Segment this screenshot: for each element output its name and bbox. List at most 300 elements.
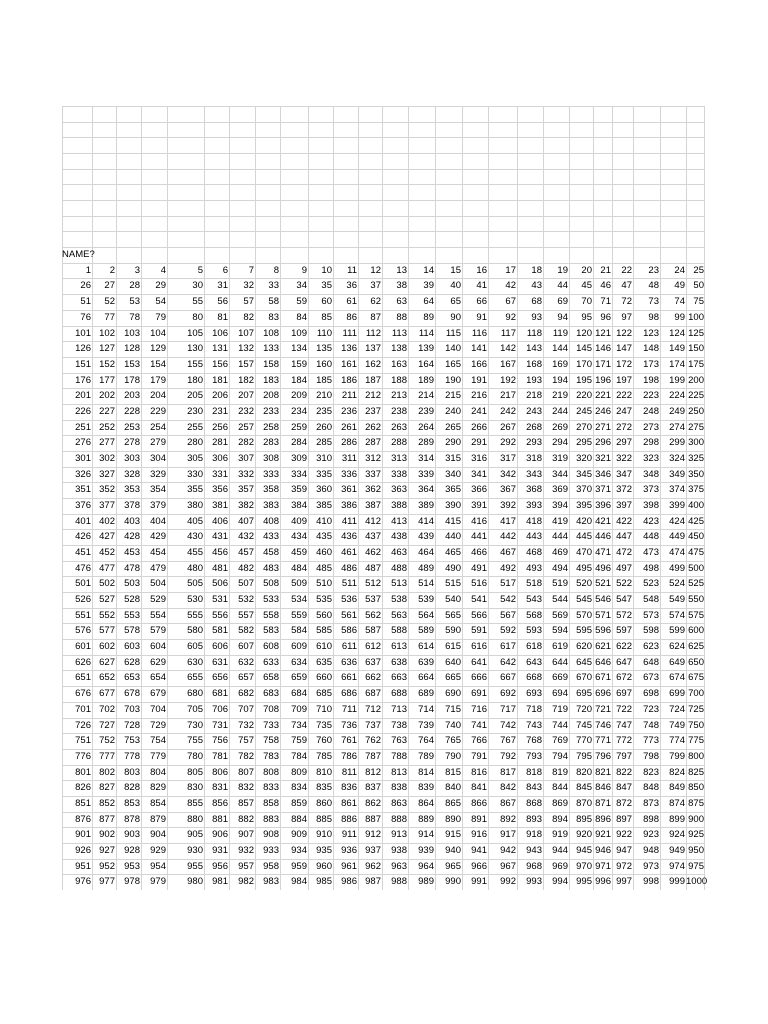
number-cell: 949 bbox=[669, 844, 685, 856]
number-cell: 668 bbox=[526, 672, 542, 684]
number-cell: 131 bbox=[212, 343, 228, 355]
number-cell: 404 bbox=[150, 515, 166, 527]
number-cell: 614 bbox=[418, 641, 434, 653]
number-cell: 966 bbox=[471, 860, 487, 872]
number-cell: 152 bbox=[99, 358, 115, 370]
number-cell: 189 bbox=[418, 374, 434, 386]
number-cell: 909 bbox=[291, 829, 307, 841]
number-cell: 641 bbox=[471, 656, 487, 668]
number-cell: 980 bbox=[187, 876, 203, 888]
number-cell: 460 bbox=[316, 547, 332, 559]
number-cell: 70 bbox=[581, 296, 592, 308]
number-cell: 997 bbox=[616, 876, 632, 888]
number-cell: 931 bbox=[212, 844, 228, 856]
number-cell: 946 bbox=[595, 844, 611, 856]
number-cell: 370 bbox=[576, 484, 592, 496]
number-cell: 556 bbox=[212, 609, 228, 621]
number-cell: 658 bbox=[263, 672, 279, 684]
number-cell: 412 bbox=[365, 515, 381, 527]
number-cell: 22 bbox=[621, 264, 632, 276]
number-cell: 407 bbox=[238, 515, 254, 527]
number-cell: 379 bbox=[150, 500, 166, 511]
number-cell: 389 bbox=[418, 500, 434, 511]
number-cell: 319 bbox=[552, 452, 568, 464]
number-cell: 151 bbox=[75, 358, 91, 370]
number-cell: 749 bbox=[669, 719, 685, 731]
number-cell: 282 bbox=[238, 437, 254, 449]
number-cell: 368 bbox=[526, 484, 542, 496]
number-cell: 670 bbox=[576, 672, 592, 684]
number-cell: 29 bbox=[155, 280, 166, 292]
number-cell: 291 bbox=[471, 437, 487, 449]
number-cell: 634 bbox=[291, 656, 307, 668]
number-cell: 565 bbox=[445, 609, 461, 621]
number-cell: 133 bbox=[263, 343, 279, 355]
number-cell: 195 bbox=[576, 374, 592, 386]
number-cell: 599 bbox=[669, 625, 685, 637]
number-cell: 80 bbox=[192, 311, 203, 323]
number-cell: 897 bbox=[616, 813, 632, 825]
number-cell: 814 bbox=[418, 766, 434, 778]
number-cell: 406 bbox=[212, 515, 228, 527]
number-cell: 800 bbox=[688, 750, 704, 762]
number-cell: 227 bbox=[99, 405, 115, 417]
number-cell: 430 bbox=[187, 531, 203, 543]
number-cell: 295 bbox=[576, 437, 592, 449]
number-cell: 38 bbox=[396, 280, 407, 292]
number-cell: 519 bbox=[552, 578, 568, 590]
number-cell: 9 bbox=[301, 264, 307, 276]
number-cell: 873 bbox=[643, 797, 659, 809]
number-cell: 773 bbox=[643, 735, 659, 747]
number-cell: 567 bbox=[500, 609, 516, 621]
number-cell: 693 bbox=[526, 688, 542, 700]
number-cell: 685 bbox=[316, 688, 332, 700]
number-cell: 808 bbox=[263, 766, 279, 778]
number-cell: 173 bbox=[643, 358, 659, 370]
number-cell: 762 bbox=[365, 735, 381, 747]
number-cell: 171 bbox=[595, 358, 611, 370]
number-cell: 67 bbox=[505, 296, 516, 308]
number-cell: 259 bbox=[291, 421, 307, 433]
number-cell: 439 bbox=[418, 531, 434, 543]
number-cell: 628 bbox=[124, 656, 140, 668]
number-cell: 969 bbox=[552, 860, 568, 872]
number-cell: 973 bbox=[643, 860, 659, 872]
number-cell: 423 bbox=[643, 515, 659, 527]
number-cell: 600 bbox=[688, 625, 704, 637]
number-cell: 364 bbox=[418, 484, 434, 496]
number-cell: 462 bbox=[365, 547, 381, 559]
number-cell: 536 bbox=[341, 594, 357, 606]
number-cell: 228 bbox=[124, 405, 140, 417]
number-cell: 849 bbox=[669, 782, 685, 794]
number-cell: 840 bbox=[445, 782, 461, 794]
number-cell: 271 bbox=[595, 421, 611, 433]
number-cell: 206 bbox=[212, 390, 228, 402]
number-cell: 797 bbox=[616, 750, 632, 762]
number-cell: 934 bbox=[291, 844, 307, 856]
number-cell: 314 bbox=[418, 452, 434, 464]
number-cell: 916 bbox=[471, 829, 487, 841]
number-cell: 36 bbox=[346, 280, 357, 292]
number-cell: 771 bbox=[595, 735, 611, 747]
number-cell: 780 bbox=[187, 750, 203, 762]
number-cell: 285 bbox=[316, 437, 332, 449]
number-cell: 810 bbox=[316, 766, 332, 778]
number-cell: 948 bbox=[643, 844, 659, 856]
number-cell: 255 bbox=[187, 421, 203, 433]
number-cell: 507 bbox=[238, 578, 254, 590]
number-cell: 346 bbox=[595, 468, 611, 480]
number-cell: 244 bbox=[552, 405, 568, 417]
number-cell: 806 bbox=[212, 766, 228, 778]
number-cell: 701 bbox=[75, 703, 91, 715]
number-cell: 420 bbox=[576, 515, 592, 527]
number-cell: 416 bbox=[471, 515, 487, 527]
number-cell: 237 bbox=[365, 405, 381, 417]
number-cell: 576 bbox=[75, 625, 91, 637]
number-cell: 374 bbox=[669, 484, 685, 496]
number-cell: 426 bbox=[75, 531, 91, 543]
number-cell: 163 bbox=[391, 358, 407, 370]
number-cell: 807 bbox=[238, 766, 254, 778]
number-cell: 203 bbox=[124, 390, 140, 402]
number-cell: 16 bbox=[476, 264, 487, 276]
number-cell: 579 bbox=[150, 625, 166, 637]
number-cell: 340 bbox=[445, 468, 461, 480]
number-cell: 739 bbox=[418, 719, 434, 731]
number-cell: 532 bbox=[238, 594, 254, 606]
number-cell: 98 bbox=[648, 311, 659, 323]
number-cell: 862 bbox=[365, 797, 381, 809]
number-cell: 688 bbox=[391, 688, 407, 700]
number-cell: 311 bbox=[341, 452, 357, 464]
number-cell: 200 bbox=[688, 374, 704, 386]
number-cell: 705 bbox=[187, 703, 203, 715]
number-cell: 568 bbox=[526, 609, 542, 621]
number-cell: 552 bbox=[99, 609, 115, 621]
number-cell: 486 bbox=[341, 562, 357, 574]
number-cell: 696 bbox=[595, 688, 611, 700]
number-cell: 463 bbox=[391, 547, 407, 559]
number-cell: 265 bbox=[445, 421, 461, 433]
number-cell: 523 bbox=[643, 578, 659, 590]
number-cell: 929 bbox=[150, 844, 166, 856]
number-cell: 425 bbox=[688, 515, 704, 527]
number-cell: 12 bbox=[370, 264, 381, 276]
number-cell: 991 bbox=[471, 876, 487, 888]
number-cell: 219 bbox=[552, 390, 568, 402]
number-cell: 397 bbox=[616, 500, 632, 511]
number-cell: 846 bbox=[595, 782, 611, 794]
number-cell: 378 bbox=[124, 500, 140, 511]
number-cell: 21 bbox=[600, 264, 611, 276]
number-cell: 907 bbox=[238, 829, 254, 841]
number-cell: 892 bbox=[500, 813, 516, 825]
number-cell: 902 bbox=[99, 829, 115, 841]
number-cell: 399 bbox=[669, 500, 685, 511]
number-cell: 925 bbox=[688, 829, 704, 841]
number-cell: 812 bbox=[365, 766, 381, 778]
number-cell: 560 bbox=[316, 609, 332, 621]
number-cell: 655 bbox=[187, 672, 203, 684]
number-cell: 959 bbox=[291, 860, 307, 872]
number-cell: 559 bbox=[291, 609, 307, 621]
number-cell: 55 bbox=[192, 296, 203, 308]
number-cell: 336 bbox=[341, 468, 357, 480]
number-cell: 691 bbox=[471, 688, 487, 700]
number-cell: 87 bbox=[370, 311, 381, 323]
number-cell: 461 bbox=[341, 547, 357, 559]
number-cell: 345 bbox=[576, 468, 592, 480]
number-cell: 330 bbox=[187, 468, 203, 480]
number-cell: 385 bbox=[316, 500, 332, 511]
number-cell: 369 bbox=[552, 484, 568, 496]
number-cell: 469 bbox=[552, 547, 568, 559]
spreadsheet bbox=[62, 106, 708, 890]
number-cell: 625 bbox=[688, 641, 704, 653]
number-cell: 906 bbox=[212, 829, 228, 841]
number-cell: 720 bbox=[576, 703, 592, 715]
number-cell: 633 bbox=[263, 656, 279, 668]
number-cell: 178 bbox=[124, 374, 140, 386]
number-cell: 903 bbox=[124, 829, 140, 841]
number-cell: 518 bbox=[526, 578, 542, 590]
number-cell: 50 bbox=[693, 280, 704, 292]
number-cell: 971 bbox=[595, 860, 611, 872]
number-cell: 858 bbox=[263, 797, 279, 809]
number-cell: 835 bbox=[316, 782, 332, 794]
number-cell: 640 bbox=[445, 656, 461, 668]
number-cell: 656 bbox=[212, 672, 228, 684]
number-cell: 911 bbox=[341, 829, 357, 841]
number-cell: 684 bbox=[291, 688, 307, 700]
number-cell: 101 bbox=[75, 327, 91, 339]
number-cell: 748 bbox=[643, 719, 659, 731]
number-cell: 90 bbox=[450, 311, 461, 323]
number-cell: 763 bbox=[391, 735, 407, 747]
number-cell: 120 bbox=[576, 327, 592, 339]
number-cell: 14 bbox=[423, 264, 434, 276]
number-cell: 665 bbox=[445, 672, 461, 684]
number-cell: 547 bbox=[616, 594, 632, 606]
number-cell: 453 bbox=[124, 547, 140, 559]
number-cell: 207 bbox=[238, 390, 254, 402]
number-cell: 855 bbox=[187, 797, 203, 809]
number-cell: 775 bbox=[688, 735, 704, 747]
number-cell: 39 bbox=[423, 280, 434, 292]
number-cell: 726 bbox=[75, 719, 91, 731]
number-cell: 280 bbox=[187, 437, 203, 449]
number-cell: 757 bbox=[238, 735, 254, 747]
number-cell: 418 bbox=[526, 515, 542, 527]
number-cell: 746 bbox=[595, 719, 611, 731]
number-cell: 535 bbox=[316, 594, 332, 606]
number-cell: 860 bbox=[316, 797, 332, 809]
number-cell: 371 bbox=[595, 484, 611, 496]
number-cell: 630 bbox=[187, 656, 203, 668]
number-cell: 488 bbox=[391, 562, 407, 574]
number-cell: 677 bbox=[99, 688, 115, 700]
number-cell: 126 bbox=[75, 343, 91, 355]
number-cell: 557 bbox=[238, 609, 254, 621]
number-cell: 687 bbox=[365, 688, 381, 700]
number-cell: 823 bbox=[643, 766, 659, 778]
number-cell: 996 bbox=[595, 876, 611, 888]
number-cell: 753 bbox=[124, 735, 140, 747]
number-cell: 795 bbox=[576, 750, 592, 762]
number-cell: 448 bbox=[643, 531, 659, 543]
number-cell: 472 bbox=[616, 547, 632, 559]
number-cell: 403 bbox=[124, 515, 140, 527]
number-cell: 119 bbox=[552, 327, 568, 339]
number-cell: 487 bbox=[365, 562, 381, 574]
number-cell: 778 bbox=[124, 750, 140, 762]
number-cell: 709 bbox=[291, 703, 307, 715]
number-cell: 530 bbox=[187, 594, 203, 606]
number-cell: 879 bbox=[150, 813, 166, 825]
number-cell: 648 bbox=[643, 656, 659, 668]
number-cell: 144 bbox=[552, 343, 568, 355]
number-cell: 61 bbox=[346, 296, 357, 308]
number-cell: 743 bbox=[526, 719, 542, 731]
number-cell: 229 bbox=[150, 405, 166, 417]
number-cell: 59 bbox=[296, 296, 307, 308]
number-cell: 31 bbox=[217, 280, 228, 292]
number-cell: 707 bbox=[238, 703, 254, 715]
number-cell: 388 bbox=[391, 500, 407, 511]
number-cell: 458 bbox=[263, 547, 279, 559]
number-cell: 563 bbox=[391, 609, 407, 621]
number-cell: 531 bbox=[212, 594, 228, 606]
number-cell: 784 bbox=[291, 750, 307, 762]
number-cell: 222 bbox=[616, 390, 632, 402]
number-cell: 689 bbox=[418, 688, 434, 700]
number-cell: 976 bbox=[75, 876, 91, 888]
number-cell: 376 bbox=[75, 500, 91, 511]
number-cell: 1000 bbox=[686, 876, 708, 888]
number-cell: 438 bbox=[391, 531, 407, 543]
number-cell: 127 bbox=[99, 343, 115, 355]
number-cell: 343 bbox=[526, 468, 542, 480]
number-cell: 384 bbox=[291, 500, 307, 511]
number-cell: 554 bbox=[150, 609, 166, 621]
number-cell: 750 bbox=[688, 719, 704, 731]
number-cell: 875 bbox=[688, 797, 704, 809]
number-cell: 999 bbox=[669, 876, 685, 888]
number-cell: 760 bbox=[316, 735, 332, 747]
number-cell: 786 bbox=[341, 750, 357, 762]
number-cell: 652 bbox=[99, 672, 115, 684]
number-cell: 52 bbox=[104, 296, 115, 308]
number-cell: 18 bbox=[531, 264, 542, 276]
number-cell: 675 bbox=[688, 672, 704, 684]
number-cell: 674 bbox=[669, 672, 685, 684]
number-cell: 759 bbox=[291, 735, 307, 747]
number-cell: 605 bbox=[187, 641, 203, 653]
number-cell: 124 bbox=[669, 327, 685, 339]
number-cell: 400 bbox=[688, 500, 704, 511]
number-cell: 725 bbox=[688, 703, 704, 715]
number-cell: 517 bbox=[500, 578, 516, 590]
number-cell: 900 bbox=[688, 813, 704, 825]
number-cell: 267 bbox=[500, 421, 516, 433]
number-cell: 202 bbox=[99, 390, 115, 402]
number-cell: 956 bbox=[212, 860, 228, 872]
number-cell: 252 bbox=[99, 421, 115, 433]
number-cell: 712 bbox=[365, 703, 381, 715]
number-cell: 794 bbox=[552, 750, 568, 762]
number-cell: 615 bbox=[445, 641, 461, 653]
number-cell: 932 bbox=[238, 844, 254, 856]
number-cell: 398 bbox=[643, 500, 659, 511]
number-cell: 756 bbox=[212, 735, 228, 747]
number-cell: 176 bbox=[75, 374, 91, 386]
number-cell: 792 bbox=[500, 750, 516, 762]
number-cell: 354 bbox=[150, 484, 166, 496]
number-cell: 528 bbox=[124, 594, 140, 606]
number-cell: 613 bbox=[391, 641, 407, 653]
number-cell: 381 bbox=[212, 500, 228, 511]
number-cell: 56 bbox=[217, 296, 228, 308]
number-cell: 394 bbox=[552, 500, 568, 511]
number-cell: 293 bbox=[526, 437, 542, 449]
number-cell: 60 bbox=[321, 296, 332, 308]
number-cell: 594 bbox=[552, 625, 568, 637]
number-cell: 853 bbox=[124, 797, 140, 809]
number-cell: 263 bbox=[391, 421, 407, 433]
number-cell: 722 bbox=[616, 703, 632, 715]
number-cell: 651 bbox=[75, 672, 91, 684]
number-cell: 74 bbox=[674, 296, 685, 308]
number-cell: 217 bbox=[500, 390, 516, 402]
number-cell: 609 bbox=[291, 641, 307, 653]
number-cell: 451 bbox=[75, 547, 91, 559]
number-cell: 455 bbox=[187, 547, 203, 559]
number-cell: 863 bbox=[391, 797, 407, 809]
number-cell: 17 bbox=[505, 264, 516, 276]
number-cell: 235 bbox=[316, 405, 332, 417]
number-cell: 769 bbox=[552, 735, 568, 747]
number-cell: 97 bbox=[621, 311, 632, 323]
number-cell: 116 bbox=[471, 327, 487, 339]
number-cell: 270 bbox=[576, 421, 592, 433]
number-cell: 491 bbox=[471, 562, 487, 574]
number-cell: 774 bbox=[669, 735, 685, 747]
number-cell: 882 bbox=[238, 813, 254, 825]
number-cell: 424 bbox=[669, 515, 685, 527]
number-cell: 541 bbox=[471, 594, 487, 606]
number-cell: 327 bbox=[99, 468, 115, 480]
number-cell: 540 bbox=[445, 594, 461, 606]
number-cell: 470 bbox=[576, 547, 592, 559]
number-cell: 661 bbox=[341, 672, 357, 684]
number-cell: 872 bbox=[616, 797, 632, 809]
number-cell: 441 bbox=[471, 531, 487, 543]
number-cell: 103 bbox=[124, 327, 140, 339]
number-cell: 166 bbox=[471, 358, 487, 370]
number-cell: 970 bbox=[576, 860, 592, 872]
number-cell: 660 bbox=[316, 672, 332, 684]
number-cell: 78 bbox=[129, 311, 140, 323]
number-cell: 927 bbox=[99, 844, 115, 856]
number-cell: 770 bbox=[576, 735, 592, 747]
number-cell: 249 bbox=[669, 405, 685, 417]
number-cell: 558 bbox=[263, 609, 279, 621]
number-cell: 216 bbox=[471, 390, 487, 402]
number-cell: 848 bbox=[643, 782, 659, 794]
